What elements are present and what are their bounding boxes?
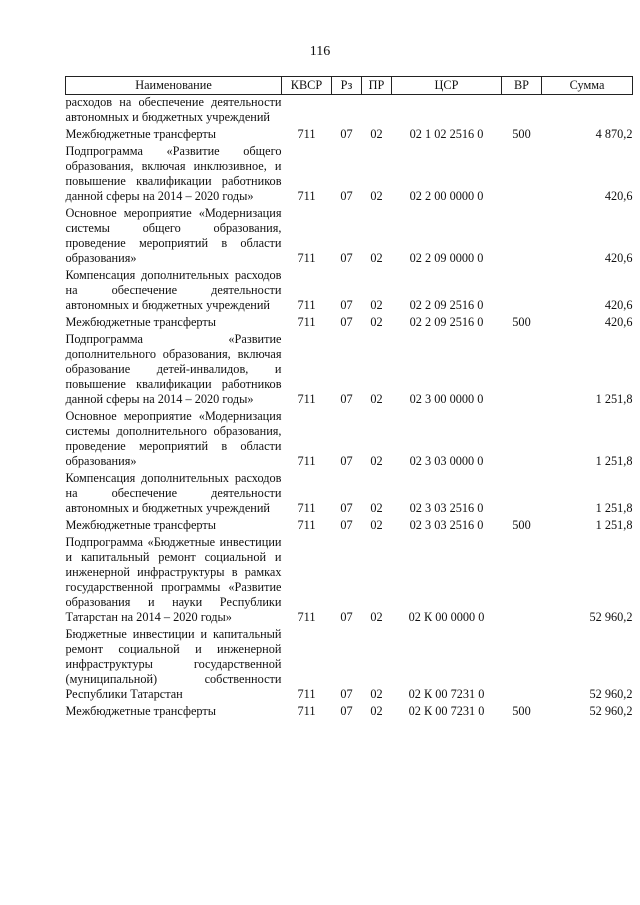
row-pr: 02 (370, 189, 383, 203)
row-rz: 07 (340, 518, 353, 532)
row-kvsr: 711 (297, 454, 316, 468)
row-sum (542, 95, 633, 126)
column-header-csr: ЦСР (392, 77, 502, 95)
row-name: Компенсация дополнительных расходов на обеспечение деятельности автономных и бюджетных учреждений (65, 268, 282, 312)
table-row (66, 313, 633, 330)
row-csr: 02 2 00 0000 0 (409, 189, 484, 203)
row-pr: 02 (370, 127, 383, 141)
table-row (66, 533, 633, 625)
row-name: Подпрограмма «Развитие общего образования, включая инклюзивное, и повышение квалификации работников данной сферы на 2014 – 2020 годы» (65, 144, 282, 203)
row-rz: 07 (340, 251, 353, 265)
table-row (66, 125, 633, 142)
row-kvsr: 711 (297, 518, 316, 532)
row-csr (392, 95, 502, 126)
row-rz: 07 (340, 687, 353, 701)
row-vr (502, 142, 542, 204)
column-header-pr: ПР (362, 77, 392, 95)
row-name: Основное мероприятие «Модернизация системы общего образования, проведение мероприятий в области образования» (65, 206, 282, 265)
row-vr (502, 204, 542, 266)
row-sum: 420,6 (604, 315, 633, 329)
row-vr (502, 533, 542, 625)
row-name: Подпрограмма «Бюджетные инвестиции и капитальный ремонт социальной и инженерной инфраструктуры в рамках государственной программы «Развитие образования и науки Республики Татарстан на 2014 – 2020 годы» (65, 535, 282, 624)
budget-table (65, 76, 633, 719)
row-rz (332, 95, 362, 126)
row-name: Межбюджетные трансферты (65, 315, 217, 329)
column-header-kvsr: КВСР (282, 77, 332, 95)
row-sum: 1 251,8 (595, 392, 633, 406)
row-name: Компенсация дополнительных расходов на обеспечение деятельности автономных и бюджетных учреждений (65, 471, 282, 515)
row-vr (502, 625, 542, 702)
row-csr: 02 К 00 7231 0 (408, 687, 485, 701)
row-rz: 07 (340, 127, 353, 141)
row-rz: 07 (340, 392, 353, 406)
column-header-sum: Сумма (542, 77, 633, 95)
row-name: Межбюджетные трансферты (65, 518, 217, 532)
row-kvsr: 711 (297, 501, 316, 515)
row-kvsr: 711 (297, 392, 316, 406)
row-csr: 02 К 00 7231 0 (408, 704, 485, 718)
row-csr: 02 3 00 0000 0 (409, 392, 484, 406)
row-vr: 500 (512, 127, 531, 141)
page-number: 116 (309, 44, 331, 59)
row-csr: 02 3 03 0000 0 (409, 454, 484, 468)
row-pr: 02 (370, 687, 383, 701)
row-vr (502, 330, 542, 407)
row-sum: 4 870,2 (595, 127, 633, 141)
row-csr: 02 2 09 0000 0 (409, 251, 484, 265)
row-pr (362, 95, 392, 126)
row-csr: 02 К 00 0000 0 (408, 610, 485, 624)
row-pr: 02 (370, 610, 383, 624)
table-row (66, 266, 633, 313)
table-row (66, 516, 633, 533)
table-row (66, 625, 633, 702)
column-header-name: Наименование (66, 77, 282, 95)
row-name: Межбюджетные трансферты (65, 127, 217, 141)
row-name: Основное мероприятие «Модернизация системы дополнительного образования, проведение мероприятий в области образования» (65, 409, 282, 468)
row-pr: 02 (370, 251, 383, 265)
row-name: Подпрограмма «Развитие дополнительного образования, включая образование детей-инвалидов, и повышение квалификации работников данной сферы на 2014 – 2020 годы» (65, 332, 282, 406)
row-vr: 500 (512, 518, 531, 532)
row-vr (502, 407, 542, 469)
row-rz: 07 (340, 610, 353, 624)
row-kvsr: 711 (297, 298, 316, 312)
row-csr: 02 2 09 2516 0 (409, 298, 484, 312)
column-header-vr: ВР (502, 77, 542, 95)
row-vr: 500 (512, 315, 531, 329)
table-row (66, 469, 633, 516)
row-kvsr: 711 (297, 704, 316, 718)
row-sum: 1 251,8 (595, 501, 633, 515)
table-row (66, 95, 633, 126)
row-rz: 07 (340, 315, 353, 329)
row-kvsr: 711 (297, 251, 316, 265)
row-vr (502, 95, 542, 126)
row-csr: 02 3 03 2516 0 (409, 501, 484, 515)
row-pr: 02 (370, 392, 383, 406)
row-kvsr: 711 (297, 687, 316, 701)
row-rz: 07 (340, 501, 353, 515)
row-csr: 02 2 09 2516 0 (409, 315, 484, 329)
row-pr: 02 (370, 704, 383, 718)
row-sum: 420,6 (604, 189, 633, 203)
row-sum: 1 251,8 (595, 454, 633, 468)
row-pr: 02 (370, 315, 383, 329)
row-vr (502, 266, 542, 313)
row-kvsr: 711 (297, 315, 316, 329)
row-rz: 07 (340, 298, 353, 312)
row-vr: 500 (512, 704, 531, 718)
row-csr: 02 3 03 2516 0 (409, 518, 484, 532)
row-sum: 52 960,2 (589, 687, 633, 701)
row-kvsr (282, 95, 332, 126)
table-row (66, 204, 633, 266)
row-rz: 07 (340, 704, 353, 718)
row-sum: 1 251,8 (595, 518, 633, 532)
row-name: расходов на обеспечение деятельности автономных и бюджетных учреждений (65, 95, 282, 124)
table-row (66, 702, 633, 719)
row-kvsr: 711 (297, 127, 316, 141)
column-header-rz: Рз (332, 77, 362, 95)
row-vr (502, 469, 542, 516)
row-name: Межбюджетные трансферты (65, 704, 217, 718)
row-rz: 07 (340, 454, 353, 468)
row-sum: 420,6 (604, 251, 633, 265)
row-kvsr: 711 (297, 189, 316, 203)
row-pr: 02 (370, 454, 383, 468)
row-rz: 07 (340, 189, 353, 203)
row-kvsr: 711 (297, 610, 316, 624)
row-sum: 52 960,2 (589, 704, 633, 718)
row-pr: 02 (370, 501, 383, 515)
row-csr: 02 1 02 2516 0 (409, 127, 484, 141)
row-sum: 52 960,2 (589, 610, 633, 624)
row-sum: 420,6 (604, 298, 633, 312)
row-pr: 02 (370, 298, 383, 312)
table-row (66, 330, 633, 407)
table-row (66, 407, 633, 469)
table-header-row (66, 77, 633, 95)
row-name: Бюджетные инвестиции и капитальный ремонт социальной и инженерной инфраструктуры государственной (муниципальной) собственности Республики Татарстан (65, 627, 282, 701)
table-row (66, 142, 633, 204)
row-pr: 02 (370, 518, 383, 532)
